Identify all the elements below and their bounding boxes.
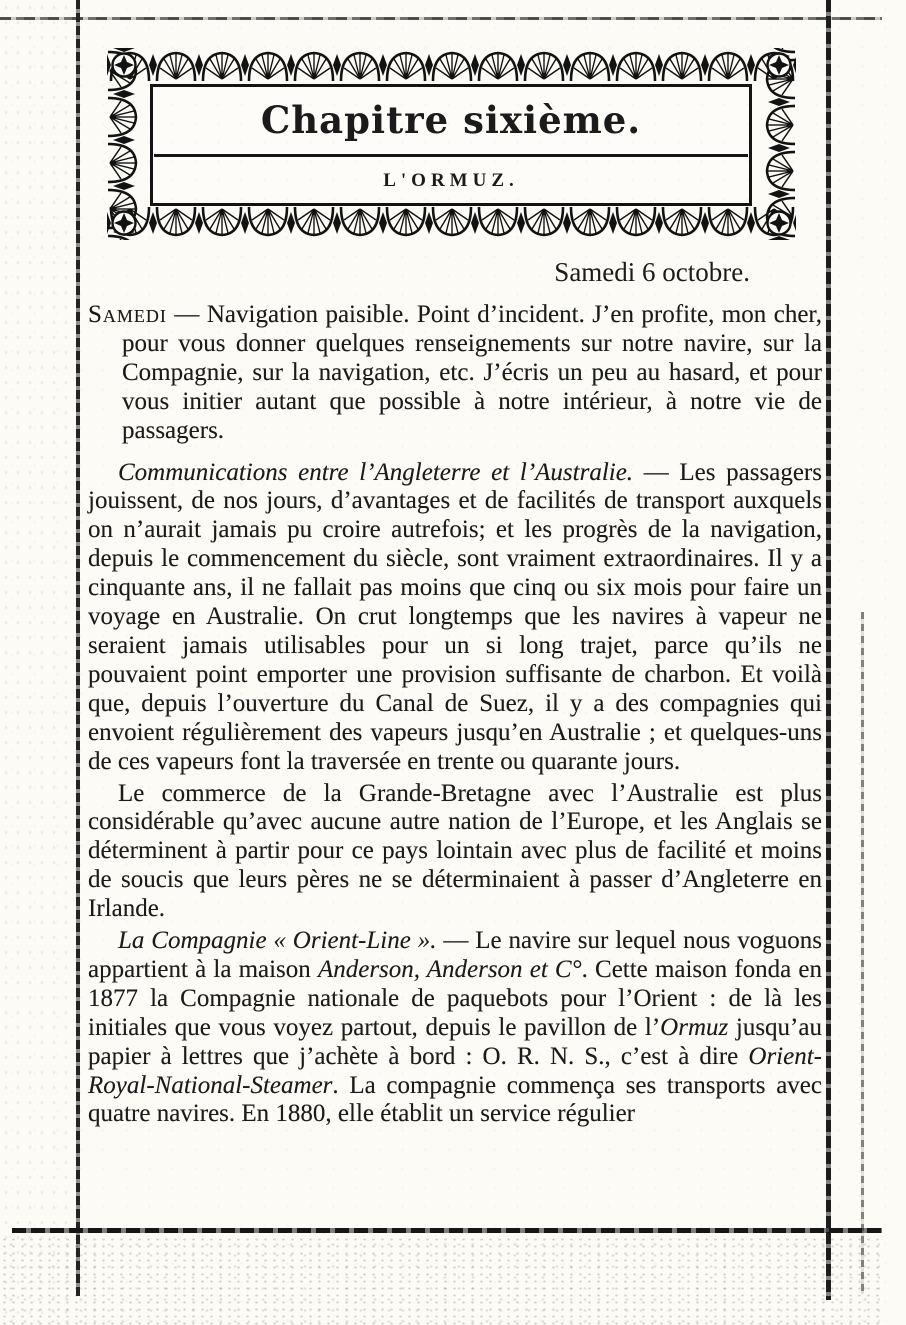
chapter-title-row <box>153 87 749 154</box>
text-run-roman: — Le navire sur lequel nous voguons appartient à la maison <box>88 927 823 983</box>
chapter-subtitle: L'ORMUZ. <box>383 169 519 191</box>
text-run-roman: . La compagnie commença ses transports avec quatre navires. En 1880, elle établit un service régulier <box>88 1071 822 1128</box>
text-run-italic: Communications entre l’Angleterre et l’Australie. <box>118 458 634 486</box>
text-run-italic: La Compagnie « Orient-Line ». <box>118 927 437 955</box>
text-run-roman: . Cette maison fonda en 1877 la Compagnie nationale de paquebots pour l’Orient : de là les initiales que vous voyez partout, depuis le pavillon de l’ <box>88 955 822 1041</box>
text-run-roman: — Les passagers jouissent, de nos jours, d’avantages et de facilités de transport auxquels on n’aurait jamais pu croire autrefois; et les progrès de la navigation, depuis le commencement du siècle, sont vraiment extraordinaires. Il y a cinquante ans, il ne fallait pas moins que cinq ou six mois pour faire un voyage en Australie. On crut longtemps que les navires à vapeur ne seraient jamais utilisables pour un si long trajet, parce qu’ils ne pouvaient point emporter une provision suffisante de charbon. Et voilà que, depuis l’ouverture du Canal de Suez, il y a des compagnies qui envoient régulièrement des vapeurs jusqu’en Australie ; et quelques-uns de ces vapeurs font la traversée en trente ou quarante jours. <box>88 458 822 775</box>
paragraph-orient-line <box>88 927 822 1129</box>
right-margin-rule-secondary <box>861 612 864 1294</box>
left-margin-rule <box>76 0 80 1296</box>
chapter-title-box <box>150 84 752 206</box>
scan-noise-left-margin <box>0 0 74 1325</box>
text-run-roman: Le commerce de la Grande-Bretagne avec l’Australie est plus considérable qu’avec aucune autre nation de l’Europe, et les Anglais se déterminent à partir pour ce pays lointain avec plus de facilité et moins de soucis que leurs pères ne se déterminaient à passer d’Angleterre en Irlande. <box>88 779 822 923</box>
bottom-edge-rule <box>12 1228 882 1233</box>
chapter-subtitle-row <box>153 157 749 203</box>
paragraph-samedi <box>88 301 822 446</box>
text-run-roman: — Navigation paisible. Point d’incident. J’en profite, mon cher, pour vous donner quelques renseignements sur notre navire, sur la Compagnie, sur la navigation, etc. J’écris un peu au hasard, et pour vous initier autant que possible à notre intérieur, à notre vie de passagers. <box>122 301 822 444</box>
text-run-smallcaps: Samedi <box>88 301 167 328</box>
paragraph-communications <box>88 459 822 777</box>
chapter-title: Chapitre sixième. <box>260 98 642 142</box>
scan-noise-bottom <box>0 1236 880 1325</box>
text-run-roman: jusqu’au papier à lettres que j’achète à bord : O. R. N. S., c’est à dire <box>88 1013 822 1070</box>
text-run-italic: Orient-Royal-National-Steamer <box>88 1042 822 1099</box>
chapter-ornament-frame <box>107 48 796 240</box>
text-run-italic: Ormuz <box>660 1013 729 1041</box>
paragraph-commerce <box>88 780 822 925</box>
dateline: Samedi 6 octobre. <box>554 257 750 287</box>
text-run-italic: Anderson, Anderson et C° <box>317 955 582 983</box>
right-margin-rule <box>826 0 831 1300</box>
top-edge-rule <box>0 17 882 20</box>
body-text <box>88 301 822 1132</box>
